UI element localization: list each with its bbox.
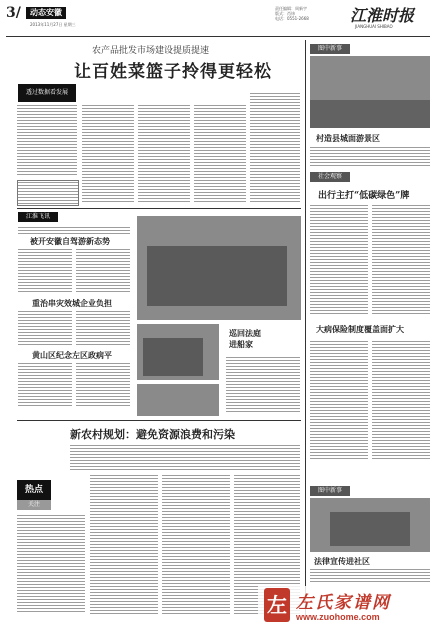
right-tag-3-label: 图中新事 [317, 487, 342, 494]
right-body-1 [310, 146, 430, 166]
focus-tag [17, 500, 51, 510]
right-title-1: 村造县城面游景区 [316, 133, 380, 143]
brief-body-3b [76, 362, 130, 408]
right-tag-3 [310, 486, 350, 496]
bottom-col-3 [162, 474, 230, 614]
right-column-divider [305, 40, 306, 620]
watermark-site-cn: 左氏家谱网 [296, 593, 391, 613]
right-body-3a [310, 340, 368, 460]
photo-caption-title: 巡回法庭 进船家 [229, 328, 261, 349]
masthead-rule [6, 36, 430, 37]
lead-inset-box [17, 180, 79, 206]
photo-figures [147, 246, 287, 306]
right-body-4 [310, 568, 430, 584]
bottom-col-1 [17, 514, 85, 614]
right-body-2b [372, 204, 430, 316]
center-bottom-rule [17, 420, 301, 421]
right-title-2: 出行主打“低碳绿色”牌 [318, 191, 410, 201]
right-title-4: 法律宣传进社区 [314, 556, 370, 566]
brief-body-1a [18, 248, 72, 294]
focus-tag-label: 关注 [27, 501, 40, 508]
hot-tag [17, 480, 51, 500]
right-photo-1 [310, 56, 430, 128]
watermark [258, 586, 437, 627]
right-tag-2 [310, 172, 350, 182]
paper-name: 江淮时报 [350, 6, 415, 25]
bottom-col-2 [90, 474, 158, 614]
bottom-intro [70, 444, 300, 470]
right-photo-2-crowd [330, 512, 410, 546]
brief-body-1b [76, 248, 130, 294]
lead-bottom-rule [17, 208, 301, 209]
lead-body-col-4 [194, 104, 246, 202]
right-tag-2-label: 社会观察 [317, 173, 342, 180]
right-title-3: 大病保险制度覆盖面扩大 [316, 324, 404, 334]
section-label: 动态安徽 [30, 8, 62, 17]
main-photo [137, 216, 301, 320]
section-label-box [26, 7, 66, 19]
data-badge-label: 透过数据看发展 [25, 89, 68, 96]
second-photo-shadow [143, 338, 203, 376]
page-number: 3/ [6, 5, 21, 21]
watermark-logo-char: 左 [267, 593, 287, 617]
right-photo-1-ground [310, 100, 430, 128]
hot-tag-label: 热点 [24, 485, 43, 495]
paper-pinyin: JIANGHUAI SHIBAO [355, 24, 393, 29]
watermark-logo [264, 588, 290, 622]
briefs-intro [18, 226, 130, 234]
masthead [0, 0, 437, 40]
boat-photo [137, 384, 219, 416]
date-line: 2013年11月27日 星期三 [30, 22, 76, 27]
brief-headline-2: 重治串灾效城企业负担 [32, 298, 112, 308]
lead-body-col-1 [17, 104, 77, 176]
photo-caption-body [226, 356, 300, 412]
lead-body-col-3 [138, 104, 190, 202]
brief-body-2a [18, 310, 72, 346]
watermark-url: www.zuohome.com [296, 612, 380, 622]
bottom-headline: 新农村规划：避免资源浪费和污染 [70, 428, 235, 441]
brief-body-3a [18, 362, 72, 408]
lead-body-col-5 [250, 92, 300, 202]
lead-kicker: 农产品批发市场建设提质提速 [92, 46, 210, 56]
briefs-tag-label: 江淮飞讯 [25, 213, 50, 220]
briefs-tag [18, 212, 58, 222]
lead-headline: 让百姓菜篮子拎得更轻松 [74, 62, 272, 82]
right-body-3b [372, 340, 430, 460]
right-photo-2 [310, 498, 430, 552]
brief-headline-1: 被开安徽自驾游新态势 [30, 236, 110, 246]
right-tag-1 [310, 44, 350, 54]
second-photo [137, 324, 219, 380]
data-badge [18, 84, 76, 102]
brief-headline-3: 黄山区纪念左区政病平 [32, 350, 112, 360]
brief-body-2b [76, 310, 130, 346]
right-body-2a [310, 204, 368, 316]
lead-body-col-2 [82, 104, 134, 202]
editor-info: 责任编辑：周新宇 版式：肖炜 电话：0551-2668 [275, 6, 309, 21]
right-tag-1-label: 图中新事 [317, 45, 342, 52]
